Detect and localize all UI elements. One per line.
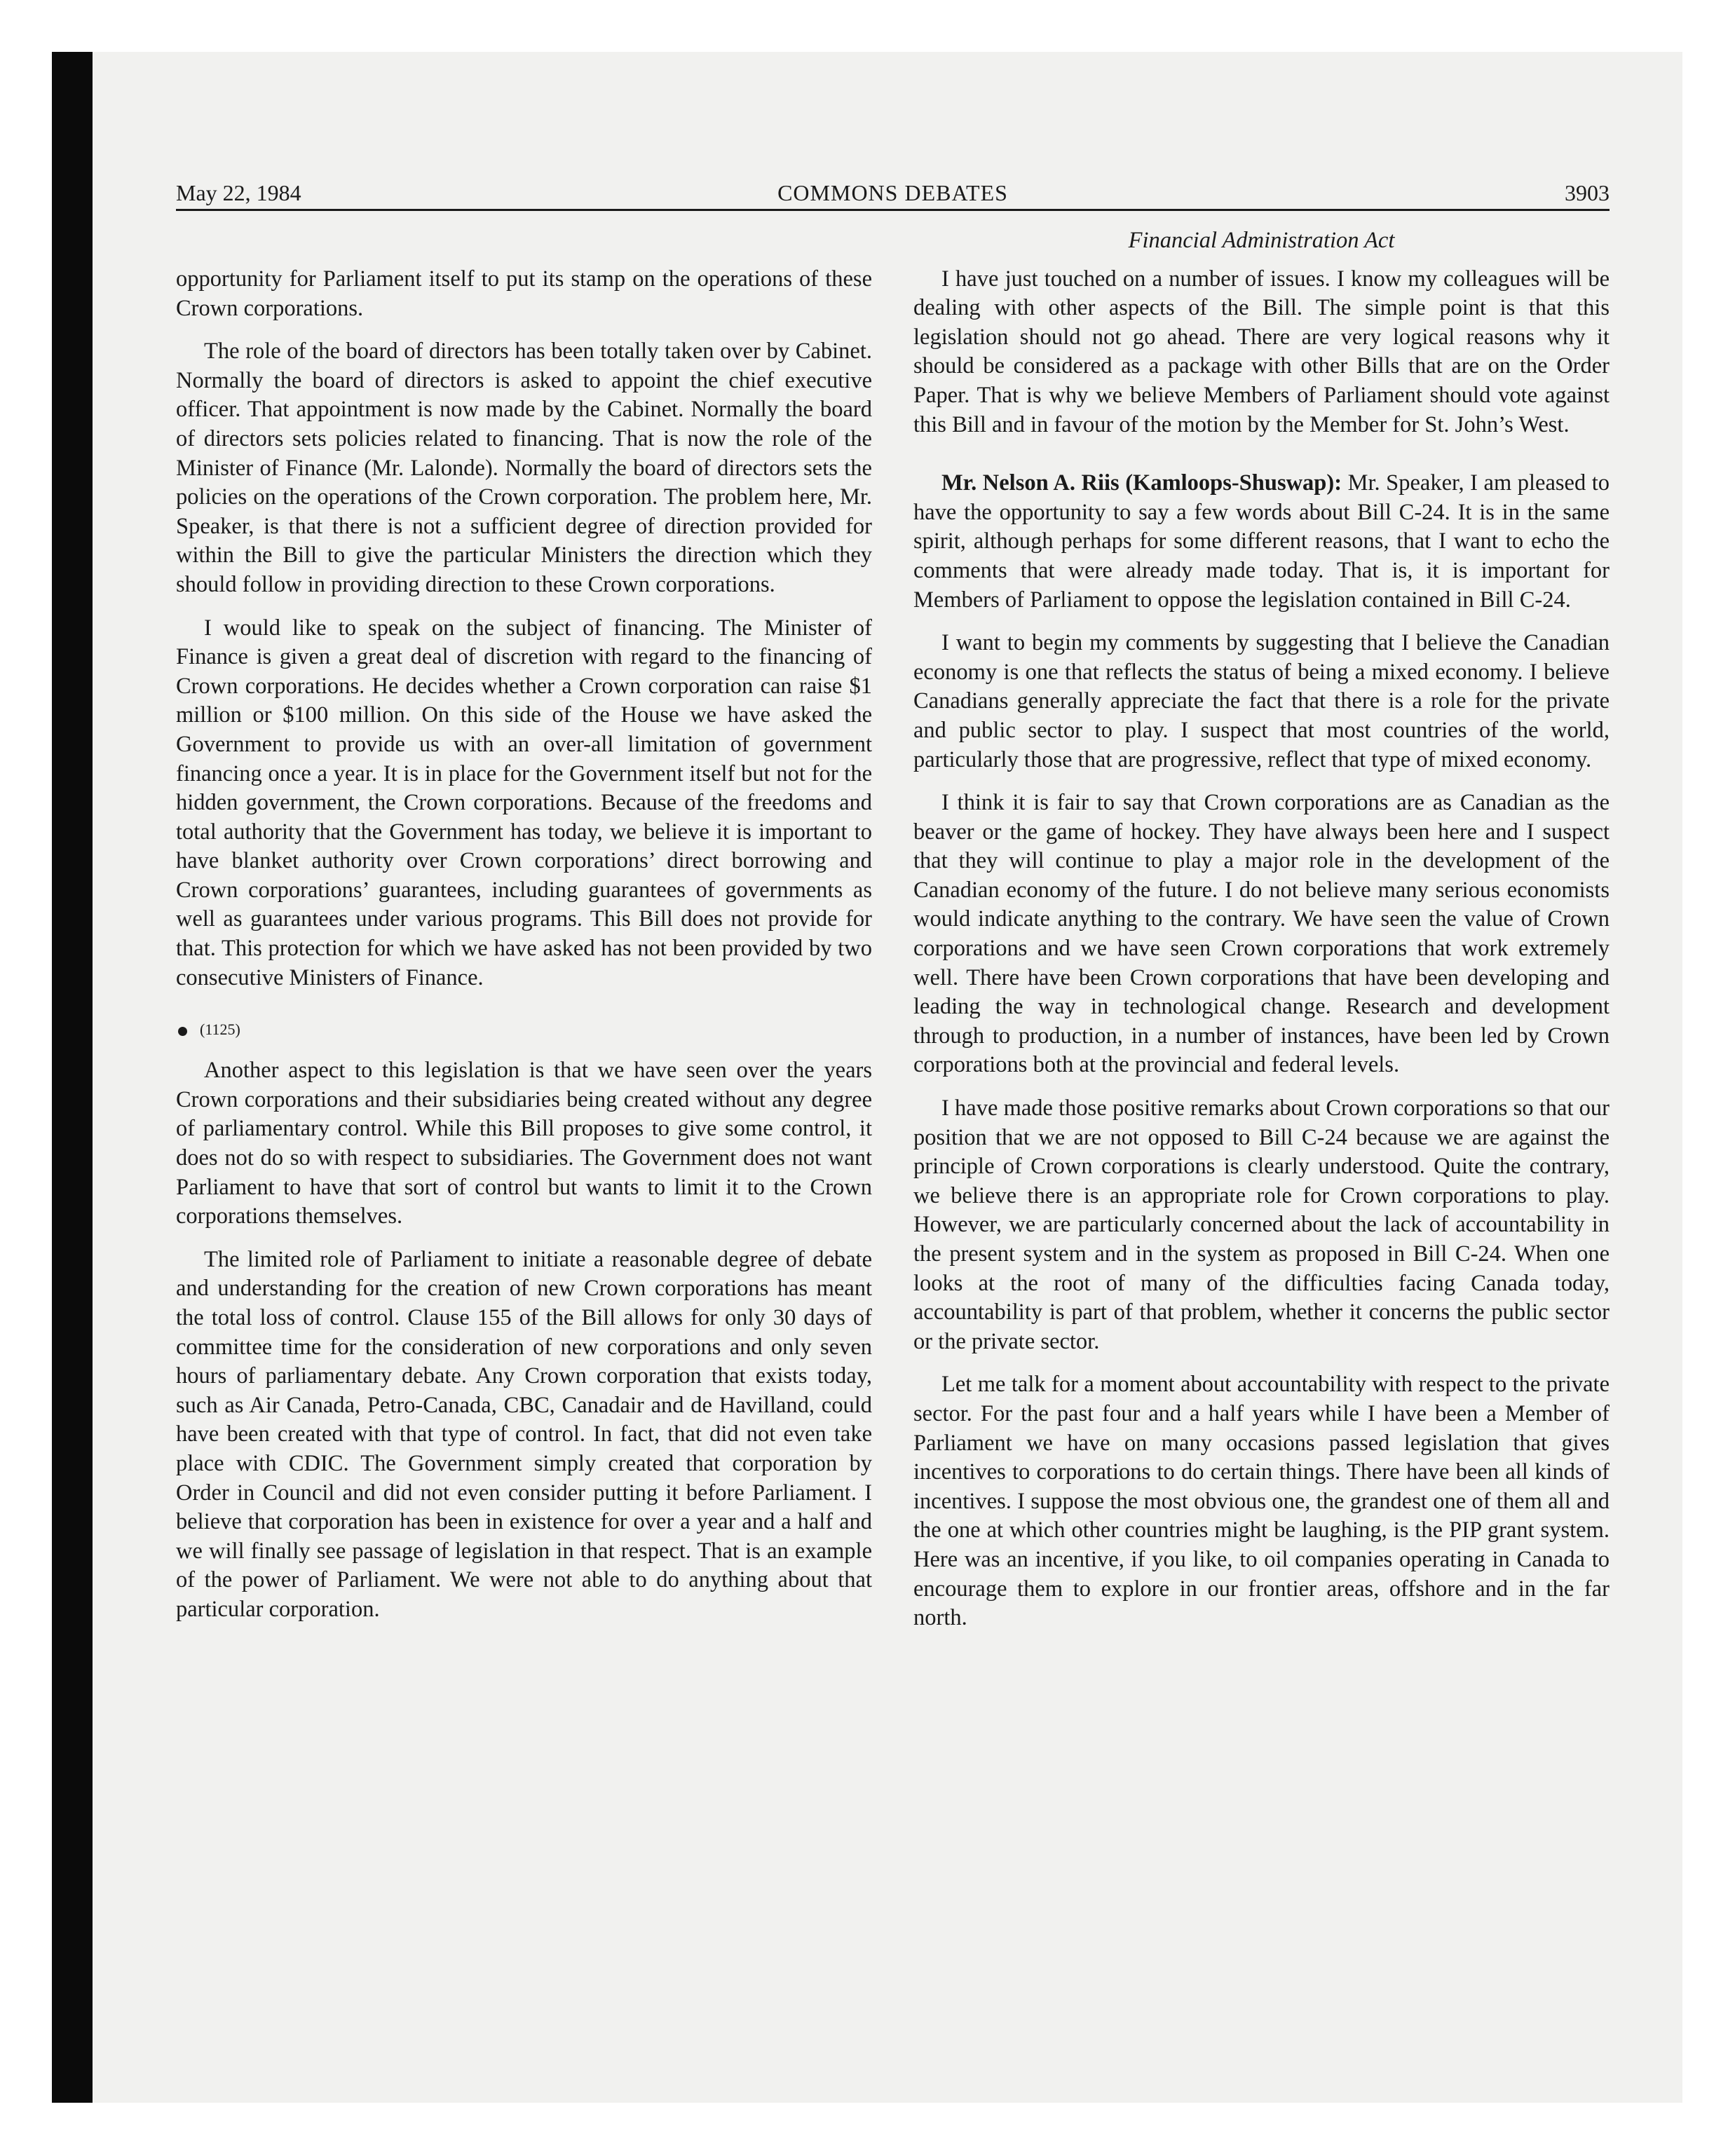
section-title: Financial Administration Act xyxy=(1128,228,1395,253)
speaker-paragraph xyxy=(913,469,1610,615)
paragraph-crown-corporations-canadian: I think it is fair to say that Crown corporations are as Canadian as the beaver or the game of hockey. They have always been here and I suspect that they will continue to play a major role in the development of the Canadian economy of the future. I do not believe many serious economists would indicate anything to the contrary. We have seen the value of Crown corporations and we have seen Crown corporations that work extremely well. There have been Crown corporations that have been developing and leading the way in technological change. Research and development through to production, in a number of instances, have been led by Crown corporations both at the provincial and federal levels. xyxy=(913,790,1610,1078)
left-column xyxy=(176,265,872,1625)
paragraph-financing: I would like to speak on the subject of financing. The Minister of Finance is given a great deal of discretion with regard to the financing of Crown corporations. He decides whether a Crown corporation can raise $1 million or $100 million. On this side of the House we have asked the Government to provide us with an over-all limitation of government financing once a year. It is in place for the Government itself but not for the hidden government, the Crown corporations. Because of the freedoms and total authority that the Government has today, we believe it is important to have blanket authority over Crown corporations’ direct borrowing and Crown corporations’ guarantees, including guarantees of governments as well as guarantees under various programs. This Bill does not provide for that. This protection for which we have asked has not been provided by two consecutive Ministers of Finance. xyxy=(176,615,872,990)
header-rule xyxy=(176,209,1610,211)
page-number: 3903 xyxy=(1565,180,1610,205)
bullet-dot-icon xyxy=(178,1027,187,1036)
time-marker xyxy=(176,1016,872,1044)
paragraph-private-sector: Let me talk for a moment about accountability with respect to the private sector. For the past four and a half years while I have been a Member of Parliament we have on many occasions passed legislation that gives incentives to corporations to do certain things. There have been all kinds of incentives. I suppose the most obvious one, the grandest one of them all and the one at which other countries might be laughing, is the PIP grant system. Here was an incentive, if you like, to oil companies operating in Canada to encourage them to explore in our frontier areas, offshore and in the far north. xyxy=(913,1372,1610,1631)
running-header xyxy=(176,177,1610,209)
paragraph-accountability: I have made those positive remarks about Crown corporations so that our position that we are not opposed to Bill C-24 because we are against the principle of Crown corporations is clearly understood. Quite the contrary, we believe there is an appropriate role for Crown corporations to play. However, we are particularly concerned about the lack of accountability in the present system and in the system as proposed in Bill C-24. When one looks at the root of many of the difficulties facing Canada today, accountability is part of that problem, whether it concerns the public sector or the private sector. xyxy=(913,1096,1610,1354)
right-column xyxy=(913,226,1610,1633)
paragraph-limited-role: The limited role of Parliament to initiate a reasonable degree of debate and understanding for the creation of new Crown corporations has meant the total loss of control. Clause 155 of the Bill allows for only 30 days of committee time for the consideration of new corporations and only seven hours of parliamentary debate. Any Crown corporation that exists today, such as Air Canada, Petro-Canada, CBC, Canadair and de Havilland, could have been created with that type of control. In fact, that did not even take place with CDIC. The Government simply created that corporation by Order in Council and did not even consider putting it before Parliament. I believe that corporation has been in existence for over a year and a half and we will finally see passage of legislation in that respect. That is an example of the power of Parliament. We were not able to do anything about that particular corporation. xyxy=(176,1246,872,1622)
paragraph-board-of-directors: The role of the board of directors has been totally taken over by Cabinet. Normally the board of directors is asked to appoint the chief executive officer. That appointment is now made by the Cabinet. Normally the board of directors sets policies related to financing. That is now the role of the Minister of Finance (Mr. Lalonde). Normally the board of directors sets the policies on the operations of the Crown corporation. The problem here, Mr. Speaker, is that there is not a sufficient degree of direction provided for within the Bill to give the particular Ministers the direction which they should follow in providing direction to these Crown corporations. xyxy=(176,339,872,597)
paragraph-subsidiaries: Another aspect to this legislation is that we have seen over the years Crown corporations and their subsidiaries being created without any degree of parliamentary control. While this Bill proposes to give some control, it does not do so with respect to subsidiaries. The Government does not want Parliament to have that sort of control but wants to limit it to the Crown corporations themselves. xyxy=(176,1058,872,1229)
scan-border xyxy=(52,52,93,2103)
header-date: May 22, 1984 xyxy=(176,180,301,205)
speaker-name: Mr. Nelson A. Riis (Kamloops-Shuswap): xyxy=(941,470,1342,496)
speaker-remarks: Mr. Speaker, I am pleased to have the opportunity to say a few words about Bill C-24. It is in the same spirit, although perhaps for some different reasons, that I want to echo the comments that were already made today. That is, it is important for Members of Parliament to oppose the legislation contained in Bill C-24. xyxy=(913,470,1610,613)
paragraph-touched-on-issues: I have just touched on a number of issues. I know my colleagues will be dealing with other aspects of the Bill. The simple point is that this legislation should not go ahead. There are very logical reasons why it should be considered as a package with other Bills that are on the Order Paper. That is why we believe Members of Parliament should vote against this Bill and in favour of the motion by the Member for St. John’s West. xyxy=(913,266,1610,437)
header-title: COMMONS DEBATES xyxy=(777,180,1008,205)
paragraph-mixed-economy: I want to begin my comments by suggesting that I believe the Canadian economy is one that reflects the status of being a mixed economy. I believe Canadians generally appreciate the fact that there is a role for the private and public sector to play. I suspect that most countries of the world, particularly those that are progressive, reflect that type of mixed economy. xyxy=(913,630,1610,772)
paragraph-continued: opportunity for Parliament itself to put its stamp on the operations of these Crown corporations. xyxy=(176,266,872,321)
time-marker-label: (1125) xyxy=(200,1021,240,1039)
